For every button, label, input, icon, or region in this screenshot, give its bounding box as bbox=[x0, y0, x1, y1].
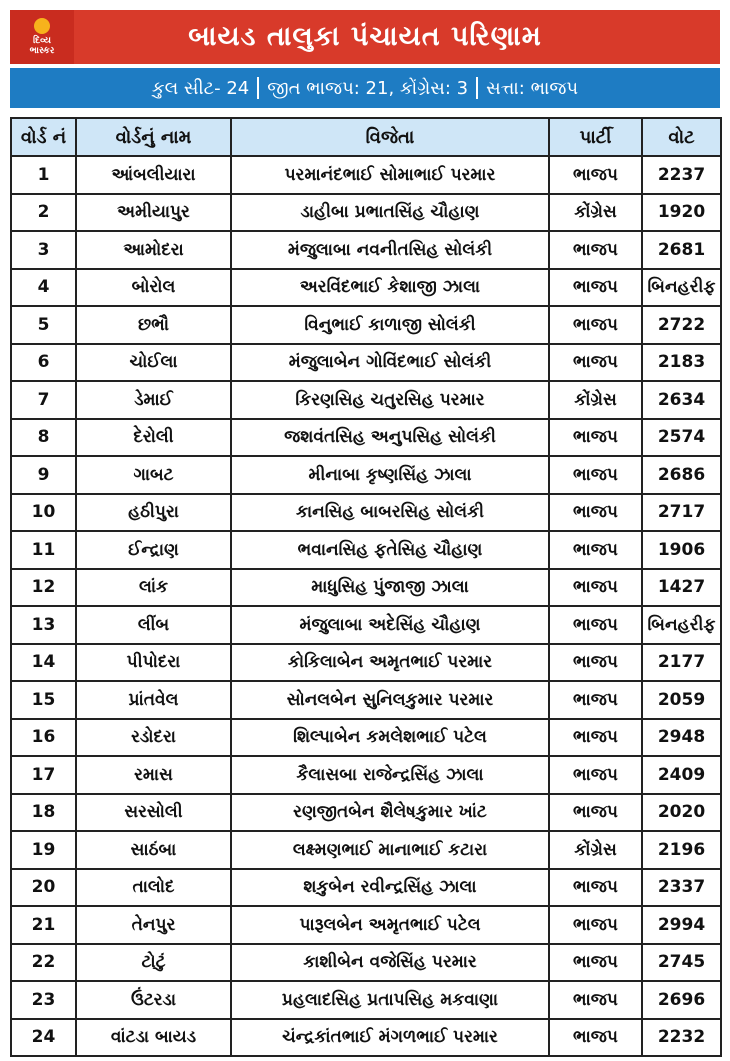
logo-line1: દિવ્ય bbox=[33, 36, 51, 46]
party-cell: ભાજપ bbox=[549, 944, 642, 982]
ward-no-cell: 4 bbox=[11, 269, 76, 307]
votes-cell: બિનહરીફ bbox=[642, 269, 721, 307]
party-cell: કોંગ્રેસ bbox=[549, 194, 642, 232]
ward-name-cell: આમોદરા bbox=[76, 231, 231, 269]
table-row bbox=[11, 569, 721, 607]
ward-no-cell: 8 bbox=[11, 419, 76, 457]
table-row bbox=[11, 756, 721, 794]
ward-no-cell: 21 bbox=[11, 906, 76, 944]
party-cell: ભાજપ bbox=[549, 719, 642, 757]
winner-name-cell: કૈલાસબા રાજેન્દ્રસિંહ ઝાલા bbox=[231, 756, 549, 794]
ward-name-cell: બોરોલ bbox=[76, 269, 231, 307]
ward-no-cell: 19 bbox=[11, 831, 76, 869]
header-votes: વોટ bbox=[642, 118, 721, 156]
votes-cell: 2745 bbox=[642, 944, 721, 982]
table-row bbox=[11, 494, 721, 532]
header-ward-name: વોર્ડનું નામ bbox=[76, 118, 231, 156]
ward-name-cell: આંબલીયારા bbox=[76, 156, 231, 194]
header-party: પાર્ટી bbox=[549, 118, 642, 156]
ward-no-cell: 11 bbox=[11, 531, 76, 569]
results-table bbox=[10, 117, 722, 1057]
ward-no-cell: 18 bbox=[11, 794, 76, 832]
ward-no-cell: 16 bbox=[11, 719, 76, 757]
logo-line2: ભાસ્કર bbox=[29, 46, 55, 56]
votes-cell: 2717 bbox=[642, 494, 721, 532]
ruling-party: સત્તા: ભાજપ bbox=[486, 77, 579, 99]
winner-name-cell: જશવંતસિહ અનુપસિહ સોલંકી bbox=[231, 419, 549, 457]
party-cell: ભાજપ bbox=[549, 756, 642, 794]
winner-name-cell: શકુબેન રવીન્દ્રસિંહ ઝાલા bbox=[231, 869, 549, 907]
ward-no-cell: 7 bbox=[11, 381, 76, 419]
winner-name-cell: મીનાબા કૃષ્ણસિંહ ઝાલા bbox=[231, 456, 549, 494]
votes-cell: 2722 bbox=[642, 306, 721, 344]
votes-cell: 2337 bbox=[642, 869, 721, 907]
table-row bbox=[11, 981, 721, 1019]
ward-name-cell: ડેમાઈ bbox=[76, 381, 231, 419]
votes-cell: 2237 bbox=[642, 156, 721, 194]
ward-name-cell: સાઠંબા bbox=[76, 831, 231, 869]
total-seats: કુલ સીટ- 24 bbox=[151, 77, 250, 99]
winner-name-cell: સોનલબેન સુનિલકુમાર પરમાર bbox=[231, 681, 549, 719]
table-row bbox=[11, 344, 721, 382]
winner-name-cell: લક્ષ્મણભાઈ માનાભાઈ કટારા bbox=[231, 831, 549, 869]
party-cell: કોંગ્રેસ bbox=[549, 831, 642, 869]
ward-no-cell: 15 bbox=[11, 681, 76, 719]
winner-name-cell: કિરણસિહ ચતુરસિહ પરમાર bbox=[231, 381, 549, 419]
votes-cell: 2183 bbox=[642, 344, 721, 382]
ward-name-cell: દેરોલી bbox=[76, 419, 231, 457]
winner-name-cell: અરવિંદભાઈ કેશાજી ઝાલા bbox=[231, 269, 549, 307]
winner-name-cell: વિનુભાઈ કાળાજી સોલંકી bbox=[231, 306, 549, 344]
ward-name-cell: પ્રાંતવેલ bbox=[76, 681, 231, 719]
winner-name-cell: પરમાનંદભાઈ સોમાભાઈ પરમાર bbox=[231, 156, 549, 194]
table-row bbox=[11, 606, 721, 644]
votes-cell: 2177 bbox=[642, 644, 721, 682]
ward-no-cell: 1 bbox=[11, 156, 76, 194]
table-row bbox=[11, 831, 721, 869]
ward-no-cell: 14 bbox=[11, 644, 76, 682]
divider bbox=[257, 77, 259, 99]
votes-cell: 2409 bbox=[642, 756, 721, 794]
winner-name-cell: મંજુલાબેન ગોવિંદભાઈ સોલંકી bbox=[231, 344, 549, 382]
ward-no-cell: 9 bbox=[11, 456, 76, 494]
party-cell: ભાજપ bbox=[549, 231, 642, 269]
ward-name-cell: ઉંટરડા bbox=[76, 981, 231, 1019]
winner-name-cell: કોકિલાબેન અમૃતભાઈ પરમાર bbox=[231, 644, 549, 682]
ward-no-cell: 17 bbox=[11, 756, 76, 794]
party-cell: ભાજપ bbox=[549, 869, 642, 907]
winner-name-cell: પ્રહલાદસિહ પ્રતાપસિહ મકવાણા bbox=[231, 981, 549, 1019]
party-cell: ભાજપ bbox=[549, 306, 642, 344]
header-winner: વિજેતા bbox=[231, 118, 549, 156]
winner-name-cell: શિલ્પાબેન કમલેશભાઈ પટેલ bbox=[231, 719, 549, 757]
votes-cell: 2994 bbox=[642, 906, 721, 944]
table-row bbox=[11, 644, 721, 682]
votes-cell: 1427 bbox=[642, 569, 721, 607]
ward-name-cell: અમીયાપુર bbox=[76, 194, 231, 232]
divider bbox=[476, 77, 478, 99]
votes-cell: 2574 bbox=[642, 419, 721, 457]
table-row bbox=[11, 456, 721, 494]
table-row bbox=[11, 944, 721, 982]
party-cell: ભાજપ bbox=[549, 419, 642, 457]
ward-no-cell: 24 bbox=[11, 1019, 76, 1057]
summary-bar bbox=[10, 68, 720, 108]
party-cell: ભાજપ bbox=[549, 794, 642, 832]
party-cell: ભાજપ bbox=[549, 569, 642, 607]
party-cell: ભાજપ bbox=[549, 269, 642, 307]
brand-logo bbox=[10, 10, 74, 64]
page-title: બાયડ તાલુકા પંચાયત પરિણામ bbox=[188, 21, 542, 52]
winner-name-cell: માધુસિહ પુંજાજી ઝાલા bbox=[231, 569, 549, 607]
ward-no-cell: 12 bbox=[11, 569, 76, 607]
ward-name-cell: રમાસ bbox=[76, 756, 231, 794]
party-cell: ભાજપ bbox=[549, 681, 642, 719]
party-wins: જીત ભાજપ: 21, કોંગ્રેસ: 3 bbox=[267, 77, 469, 99]
ward-no-cell: 3 bbox=[11, 231, 76, 269]
table-header-row bbox=[11, 118, 721, 156]
table-row bbox=[11, 681, 721, 719]
table-body bbox=[11, 156, 721, 1056]
sun-icon bbox=[34, 18, 50, 34]
table-row bbox=[11, 794, 721, 832]
ward-no-cell: 23 bbox=[11, 981, 76, 1019]
votes-cell: 2696 bbox=[642, 981, 721, 1019]
table-row bbox=[11, 381, 721, 419]
ward-name-cell: લીંબ bbox=[76, 606, 231, 644]
ward-name-cell: ચોઈલા bbox=[76, 344, 231, 382]
table-row bbox=[11, 419, 721, 457]
ward-no-cell: 13 bbox=[11, 606, 76, 644]
party-cell: કોંગ્રેસ bbox=[549, 381, 642, 419]
ward-no-cell: 20 bbox=[11, 869, 76, 907]
votes-cell: 2196 bbox=[642, 831, 721, 869]
party-cell: ભાજપ bbox=[549, 156, 642, 194]
party-cell: ભાજપ bbox=[549, 456, 642, 494]
winner-name-cell: ચંન્દ્રકાંતભાઈ મંગળભાઈ પરમાર bbox=[231, 1019, 549, 1057]
ward-no-cell: 10 bbox=[11, 494, 76, 532]
ward-no-cell: 6 bbox=[11, 344, 76, 382]
winner-name-cell: પારૂલબેન અમૃતભાઈ પટેલ bbox=[231, 906, 549, 944]
party-cell: ભાજપ bbox=[549, 644, 642, 682]
ward-name-cell: ટોટું bbox=[76, 944, 231, 982]
table-row bbox=[11, 869, 721, 907]
table-row bbox=[11, 194, 721, 232]
ward-name-cell: તાલોદ bbox=[76, 869, 231, 907]
table-row bbox=[11, 906, 721, 944]
ward-name-cell: લાંક bbox=[76, 569, 231, 607]
ward-name-cell: સરસોલી bbox=[76, 794, 231, 832]
table-row bbox=[11, 231, 721, 269]
ward-no-cell: 5 bbox=[11, 306, 76, 344]
ward-name-cell: છભૌ bbox=[76, 306, 231, 344]
party-cell: ભાજપ bbox=[549, 531, 642, 569]
votes-cell: 2232 bbox=[642, 1019, 721, 1057]
ward-name-cell: હઠીપુરા bbox=[76, 494, 231, 532]
ward-no-cell: 2 bbox=[11, 194, 76, 232]
header-ward-no: વોર્ડ નં bbox=[11, 118, 76, 156]
ward-name-cell: ગાબટ bbox=[76, 456, 231, 494]
winner-name-cell: કાનસિહ બાબરસિહ સોલંકી bbox=[231, 494, 549, 532]
winner-name-cell: રણજીતબેન શૈલેષકુમાર ખાંટ bbox=[231, 794, 549, 832]
party-cell: ભાજપ bbox=[549, 344, 642, 382]
votes-cell: 2634 bbox=[642, 381, 721, 419]
ward-name-cell: વાંટડા બાયડ bbox=[76, 1019, 231, 1057]
votes-cell: 2020 bbox=[642, 794, 721, 832]
winner-name-cell: ડાહીબા પ્રભાતસિંહ ચૌહાણ bbox=[231, 194, 549, 232]
table-row bbox=[11, 156, 721, 194]
ward-no-cell: 22 bbox=[11, 944, 76, 982]
ward-name-cell: પીપોદરા bbox=[76, 644, 231, 682]
winner-name-cell: કાશીબેન વજેસિંહ પરમાર bbox=[231, 944, 549, 982]
party-cell: ભાજપ bbox=[549, 906, 642, 944]
winner-name-cell: ભવાનસિહ ફતેસિહ ચૌહાણ bbox=[231, 531, 549, 569]
party-cell: ભાજપ bbox=[549, 606, 642, 644]
votes-cell: 2948 bbox=[642, 719, 721, 757]
ward-name-cell: ઈન્દ્રાણ bbox=[76, 531, 231, 569]
votes-cell: 2059 bbox=[642, 681, 721, 719]
party-cell: ભાજપ bbox=[549, 494, 642, 532]
table-row bbox=[11, 1019, 721, 1057]
table-row bbox=[11, 269, 721, 307]
table-row bbox=[11, 719, 721, 757]
votes-cell: 2681 bbox=[642, 231, 721, 269]
table-row bbox=[11, 531, 721, 569]
party-cell: ભાજપ bbox=[549, 981, 642, 1019]
votes-cell: 1906 bbox=[642, 531, 721, 569]
ward-name-cell: તેનપુર bbox=[76, 906, 231, 944]
votes-cell: બિનહરીફ bbox=[642, 606, 721, 644]
votes-cell: 1920 bbox=[642, 194, 721, 232]
votes-cell: 2686 bbox=[642, 456, 721, 494]
title-bar bbox=[10, 10, 720, 64]
winner-name-cell: મંજુલાબા અદેસિંહ ચૌહાણ bbox=[231, 606, 549, 644]
winner-name-cell: મંજુલાબા નવનીતસિહ સોલંકી bbox=[231, 231, 549, 269]
ward-name-cell: રડોદરા bbox=[76, 719, 231, 757]
table-row bbox=[11, 306, 721, 344]
party-cell: ભાજપ bbox=[549, 1019, 642, 1057]
